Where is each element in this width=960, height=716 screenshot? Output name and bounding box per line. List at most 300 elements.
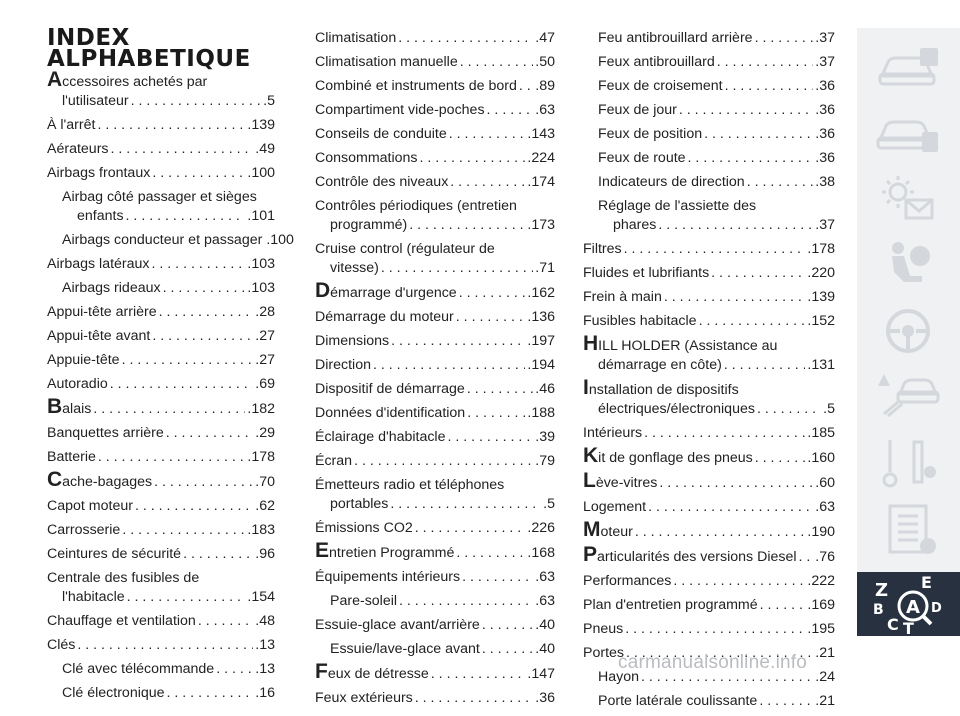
entry-label (598, 29, 753, 48)
page-number: .89 (535, 78, 555, 94)
index-entry[interactable] (47, 612, 275, 631)
entry-text: ève-vitres (595, 475, 658, 491)
entry-row (62, 279, 275, 298)
entry-text: oteur (600, 524, 633, 540)
index-entry[interactable] (47, 231, 294, 250)
index-column-1 (47, 68, 294, 708)
page-number: .197 (527, 333, 555, 349)
index-entry[interactable] (47, 468, 275, 492)
page-number: .76 (815, 549, 835, 565)
entry-row (598, 77, 835, 96)
page-number: .173 (527, 217, 555, 233)
index-entry[interactable] (583, 312, 835, 331)
page-number: .69 (255, 376, 275, 392)
entry-text: Feux de position (598, 126, 703, 142)
index-entry[interactable] (47, 545, 275, 564)
section-letter: K (583, 444, 599, 467)
dot-leader (519, 77, 533, 96)
index-entry[interactable] (315, 125, 555, 144)
entry-label (330, 592, 397, 611)
index-entry[interactable] (315, 428, 555, 447)
entry-text: Éclairage d'habitacle (315, 429, 446, 445)
page-number: .5 (543, 496, 555, 512)
index-entry[interactable] (47, 660, 275, 679)
dot-leader (699, 312, 806, 331)
entry-row (47, 92, 275, 111)
dot-leader (467, 404, 525, 423)
entry-text: Cruise control (régulateur de (315, 241, 495, 257)
entry-text: Filtres (583, 241, 622, 257)
index-entry[interactable] (583, 444, 835, 468)
title-line-2: ALPHABETIQUE (47, 46, 251, 72)
page-number: .224 (527, 150, 555, 166)
entry-row (47, 521, 275, 540)
index-entry[interactable] (315, 404, 555, 423)
page-number: .152 (807, 313, 835, 329)
entry-row (598, 29, 835, 48)
entry-row (598, 53, 835, 72)
index-entry[interactable] (583, 469, 835, 493)
index-entry[interactable] (315, 101, 555, 120)
entry-label (47, 327, 150, 346)
index-entry[interactable] (583, 620, 835, 639)
index-entry[interactable] (315, 476, 555, 514)
entry-row (315, 279, 555, 303)
page-number: .62 (255, 498, 275, 514)
entry-row (315, 125, 555, 144)
dot-leader (747, 173, 814, 192)
dot-leader (462, 568, 533, 587)
index-entry[interactable] (315, 380, 555, 399)
index-entry[interactable] (583, 77, 835, 96)
index-entry[interactable] (47, 164, 275, 183)
entry-row (47, 545, 275, 564)
page-number: .182 (247, 401, 275, 417)
chapter-tab-warning-lights[interactable] (866, 168, 950, 230)
entry-row (315, 404, 555, 423)
entry-text: Airbags latéraux (47, 256, 150, 272)
entry-row (598, 125, 835, 144)
entry-text: Réglage de l'assiette des (598, 198, 757, 214)
page-number: .63 (535, 102, 555, 118)
entry-row (315, 77, 555, 96)
entry-text: Clés (47, 637, 76, 653)
entry-text: Direction (315, 357, 371, 373)
dot-leader (624, 240, 806, 259)
car-safety-icon (866, 102, 950, 164)
index-column-2 (315, 29, 555, 713)
entry-text: Performances (583, 573, 672, 589)
dot-leader (482, 616, 533, 635)
index-letter-d: D (931, 601, 942, 616)
entry-text: Hayon (598, 669, 640, 685)
entry-label (315, 125, 447, 144)
index-entry[interactable] (315, 53, 555, 72)
dot-leader (673, 572, 805, 591)
entry-label (315, 452, 352, 471)
index-entry[interactable] (583, 53, 835, 72)
index-entry[interactable] (583, 101, 835, 120)
entry-text: Indicateurs de direction (598, 174, 745, 190)
entry-continuation: programmé) (330, 217, 408, 233)
entry-text: Climatisation manuelle (315, 54, 458, 70)
entry-text: Écran (315, 453, 353, 469)
entry-text: ache-bagages (62, 474, 153, 490)
page-number: .37 (815, 30, 835, 46)
index-entry[interactable] (583, 288, 835, 307)
entry-row (583, 356, 835, 375)
entry-text: nstallation de dispositifs (588, 382, 739, 398)
index-entry[interactable] (583, 149, 835, 168)
dot-leader (111, 140, 254, 159)
page-number: .36 (815, 78, 835, 94)
dot-leader (131, 92, 262, 111)
index-entry[interactable] (315, 519, 555, 538)
index-entry[interactable] (583, 125, 835, 144)
entry-row (62, 660, 275, 679)
entry-text: Chauffage et ventilation (47, 613, 196, 629)
chapter-tab-specs[interactable] (866, 498, 950, 560)
page-number: .195 (807, 621, 835, 637)
entry-continuation: enfants (77, 208, 124, 224)
dot-leader (93, 400, 245, 419)
entry-row (583, 312, 835, 331)
index-letter-c: C (887, 615, 899, 634)
dot-leader (152, 255, 246, 274)
entry-text: Fusibles habitacle (583, 313, 697, 329)
index-entry[interactable] (47, 375, 275, 394)
entry-label-line1 (47, 569, 275, 588)
index-entry[interactable] (315, 77, 555, 96)
index-entry[interactable] (47, 395, 275, 419)
index-entry[interactable] (47, 327, 275, 346)
entry-label (47, 116, 95, 135)
page-number: .226 (527, 520, 555, 536)
entry-label (315, 539, 455, 563)
index-entry[interactable] (315, 539, 555, 563)
chapter-tab-car-info[interactable] (866, 36, 950, 98)
page-number: .160 (807, 450, 835, 466)
entry-row (47, 303, 275, 322)
page-number: .39 (535, 429, 555, 445)
dot-leader (459, 284, 526, 303)
index-entry[interactable] (315, 568, 555, 587)
entry-label (598, 692, 757, 711)
index-entry[interactable] (583, 240, 835, 259)
entry-label (62, 660, 214, 679)
section-letter: M (583, 518, 601, 541)
page-number: .178 (807, 241, 835, 257)
chapter-tab-key-tools[interactable] (866, 432, 950, 494)
entry-row (47, 140, 275, 159)
index-entry[interactable] (315, 29, 555, 48)
dot-leader (167, 684, 254, 703)
entry-text: émarrage d'urgence (330, 285, 457, 301)
entry-text: Feux antibrouillard (598, 54, 715, 70)
entry-label-line1 (315, 476, 555, 495)
index-entry[interactable] (315, 356, 555, 375)
entry-label (47, 351, 120, 370)
entry-row (315, 259, 555, 278)
dot-leader (126, 207, 246, 226)
entry-text: Feux de croisement (598, 78, 723, 94)
entry-row (315, 53, 555, 72)
warning-light-icon (866, 168, 950, 230)
entry-row (47, 448, 275, 467)
entry-label (583, 498, 646, 517)
entry-row (47, 468, 275, 492)
page-number: .60 (815, 475, 835, 491)
index-entry[interactable] (47, 636, 275, 655)
index-entry[interactable] (315, 640, 555, 659)
index-entry[interactable] (583, 518, 835, 542)
index-entry[interactable] (47, 116, 275, 135)
dot-leader (154, 473, 253, 492)
entry-row (598, 149, 835, 168)
entry-row (315, 689, 555, 708)
entry-text: ccessoires achetés par (62, 74, 208, 90)
entry-label (47, 303, 157, 322)
index-entry[interactable] (315, 660, 555, 684)
chapter-tab-car-safety[interactable] (866, 102, 950, 164)
entry-text: Portes (583, 645, 625, 661)
entry-label (315, 173, 448, 192)
index-entry[interactable] (583, 572, 835, 591)
dot-leader (644, 424, 805, 443)
entry-label-line1 (62, 188, 275, 207)
entry-label (47, 448, 96, 467)
dot-leader (724, 356, 806, 375)
index-entry[interactable] (583, 197, 835, 235)
entry-row (47, 255, 275, 274)
dot-leader (398, 29, 533, 48)
entry-label-line1 (315, 197, 555, 216)
dot-leader (467, 380, 533, 399)
dot-leader (415, 689, 533, 708)
index-entry[interactable] (315, 240, 555, 278)
entry-row (315, 173, 555, 192)
dot-leader (166, 424, 254, 443)
section-letter: I (583, 376, 589, 399)
index-letter-a: A (906, 597, 920, 618)
page-title (47, 25, 251, 72)
entry-label (62, 588, 125, 607)
index-entry[interactable] (315, 332, 555, 351)
entry-label (330, 640, 480, 659)
dot-leader (381, 259, 533, 278)
entry-text: Feux de jour (598, 102, 677, 118)
chapter-tab-index-active[interactable] (857, 572, 960, 636)
index-entry[interactable] (47, 188, 275, 226)
page-number: .178 (247, 449, 275, 465)
index-entry[interactable] (315, 149, 555, 168)
entry-text: Feux extérieurs (315, 690, 413, 706)
entry-label (583, 469, 658, 493)
entry-label (315, 689, 413, 708)
entry-label (598, 53, 715, 72)
watermark: carmanualsonline.info (618, 652, 808, 673)
page-number: .147 (527, 666, 555, 682)
page-number: .28 (255, 304, 275, 320)
page-number: .27 (255, 352, 275, 368)
entry-text: Airbags rideaux (62, 280, 161, 296)
index-icon (857, 572, 960, 636)
entry-label (47, 636, 75, 655)
section-letter: L (583, 469, 596, 492)
index-entry[interactable] (47, 684, 275, 703)
index-entry[interactable] (47, 569, 275, 607)
page-number: .131 (807, 357, 835, 373)
entry-continuation: phares (613, 217, 657, 233)
entry-label (47, 545, 181, 564)
dot-leader (460, 53, 534, 72)
entry-label (47, 164, 150, 183)
dot-leader (658, 216, 813, 235)
entry-row (583, 400, 835, 419)
entry-text: Essuie/lave-glace avant (330, 641, 480, 657)
index-entry[interactable] (47, 279, 275, 298)
page-number: .13 (255, 637, 275, 653)
page-number: .40 (535, 617, 555, 633)
index-entry[interactable] (583, 596, 835, 615)
entry-label (583, 240, 622, 259)
section-letter: A (47, 68, 63, 91)
dot-leader (77, 636, 253, 655)
index-entry[interactable] (583, 498, 835, 517)
dot-leader (354, 452, 533, 471)
index-entry[interactable] (583, 376, 835, 419)
page-number: .63 (815, 499, 835, 515)
dot-leader (688, 149, 814, 168)
entry-text: Essuie-glace avant/arrière (315, 617, 480, 633)
index-entry[interactable] (315, 452, 555, 471)
entry-label-line1 (598, 197, 835, 216)
entry-text: Plan d'entretien programmé (583, 597, 758, 613)
dot-leader (757, 400, 821, 419)
entry-row (47, 612, 275, 631)
entry-label (330, 216, 407, 235)
entry-row (583, 444, 835, 468)
dot-leader (625, 620, 805, 639)
entry-label (47, 468, 153, 492)
page-number: .13 (255, 661, 275, 677)
dot-leader (127, 588, 246, 607)
page-number: .24 (815, 669, 835, 685)
index-entry[interactable] (47, 424, 275, 443)
dot-leader (760, 596, 806, 615)
index-entry[interactable] (315, 279, 555, 303)
index-entry[interactable] (583, 173, 835, 192)
index-entry[interactable] (583, 332, 835, 375)
entry-label (583, 288, 662, 307)
page-number: .70 (255, 474, 275, 490)
entry-row (47, 327, 275, 346)
entry-text: Pare-soleil (330, 593, 398, 609)
index-entry[interactable] (47, 68, 275, 111)
entry-label (583, 543, 797, 567)
entry-continuation: portables (330, 496, 389, 512)
dot-leader (420, 149, 526, 168)
index-entry[interactable] (583, 264, 835, 283)
index-column-3 (583, 29, 835, 716)
page-number: .194 (527, 357, 555, 373)
page-number: .36 (535, 690, 555, 706)
entry-row (315, 660, 555, 684)
index-entry[interactable] (315, 592, 555, 611)
index-entry[interactable] (583, 543, 835, 567)
entry-text: Frein à main (583, 289, 662, 305)
index-entry[interactable] (583, 29, 835, 48)
entry-label (315, 356, 371, 375)
entry-text: Feu antibrouillard arrière (598, 30, 753, 46)
dot-leader (97, 116, 245, 135)
entry-text: Banquettes arrière (47, 425, 164, 441)
section-letter: D (315, 279, 331, 302)
index-entry[interactable] (47, 448, 275, 467)
entry-text: Aérateurs (47, 141, 109, 157)
entry-label (598, 356, 722, 375)
entry-row (62, 231, 294, 250)
car-lift-icon (866, 366, 950, 428)
index-entry[interactable] (315, 173, 555, 192)
entry-label (47, 497, 133, 516)
section-letter: P (583, 543, 598, 566)
index-entry[interactable] (315, 308, 555, 327)
chapter-tab-airbag[interactable] (866, 234, 950, 296)
index-entry[interactable] (47, 140, 275, 159)
entry-label (47, 424, 164, 443)
entry-row (583, 543, 835, 567)
page-number: .100 (266, 232, 294, 248)
dot-leader (664, 288, 806, 307)
index-entry[interactable] (47, 255, 275, 274)
index-entry[interactable] (47, 351, 275, 370)
dot-leader (635, 523, 806, 542)
page-number: .47 (535, 30, 555, 46)
entry-label-line1 (583, 332, 835, 356)
entry-text: Émetteurs radio et téléphones (315, 477, 505, 493)
page-number: .36 (815, 126, 835, 142)
index-letter-z: Z (875, 580, 889, 601)
entry-text: Appuie-tête (47, 352, 120, 368)
index-entry[interactable] (47, 303, 275, 322)
dot-leader (98, 448, 245, 467)
page-number: .63 (535, 569, 555, 585)
entry-row (583, 469, 835, 493)
chapter-tab-car-lift[interactable] (866, 366, 950, 428)
entry-continuation: l'utilisateur (62, 93, 129, 109)
index-entry[interactable] (583, 692, 835, 711)
entry-label (315, 616, 480, 635)
index-entry[interactable] (315, 616, 555, 635)
index-entry[interactable] (47, 497, 275, 516)
chapter-tab-steering[interactable] (866, 300, 950, 362)
index-entry[interactable] (583, 424, 835, 443)
index-letter-t: T (903, 619, 914, 636)
dot-leader (755, 449, 806, 468)
entry-text: Émissions CO2 (315, 520, 413, 536)
entry-row (315, 380, 555, 399)
entry-row (315, 149, 555, 168)
index-entry[interactable] (315, 197, 555, 235)
index-entry[interactable] (315, 689, 555, 708)
section-letter: B (47, 395, 63, 418)
entry-text: eux de détresse (327, 666, 429, 682)
specs-icon (866, 498, 950, 560)
entry-text: Climatisation (315, 30, 397, 46)
entry-text: Compartiment vide-poches (315, 102, 485, 118)
index-entry[interactable] (47, 521, 275, 540)
